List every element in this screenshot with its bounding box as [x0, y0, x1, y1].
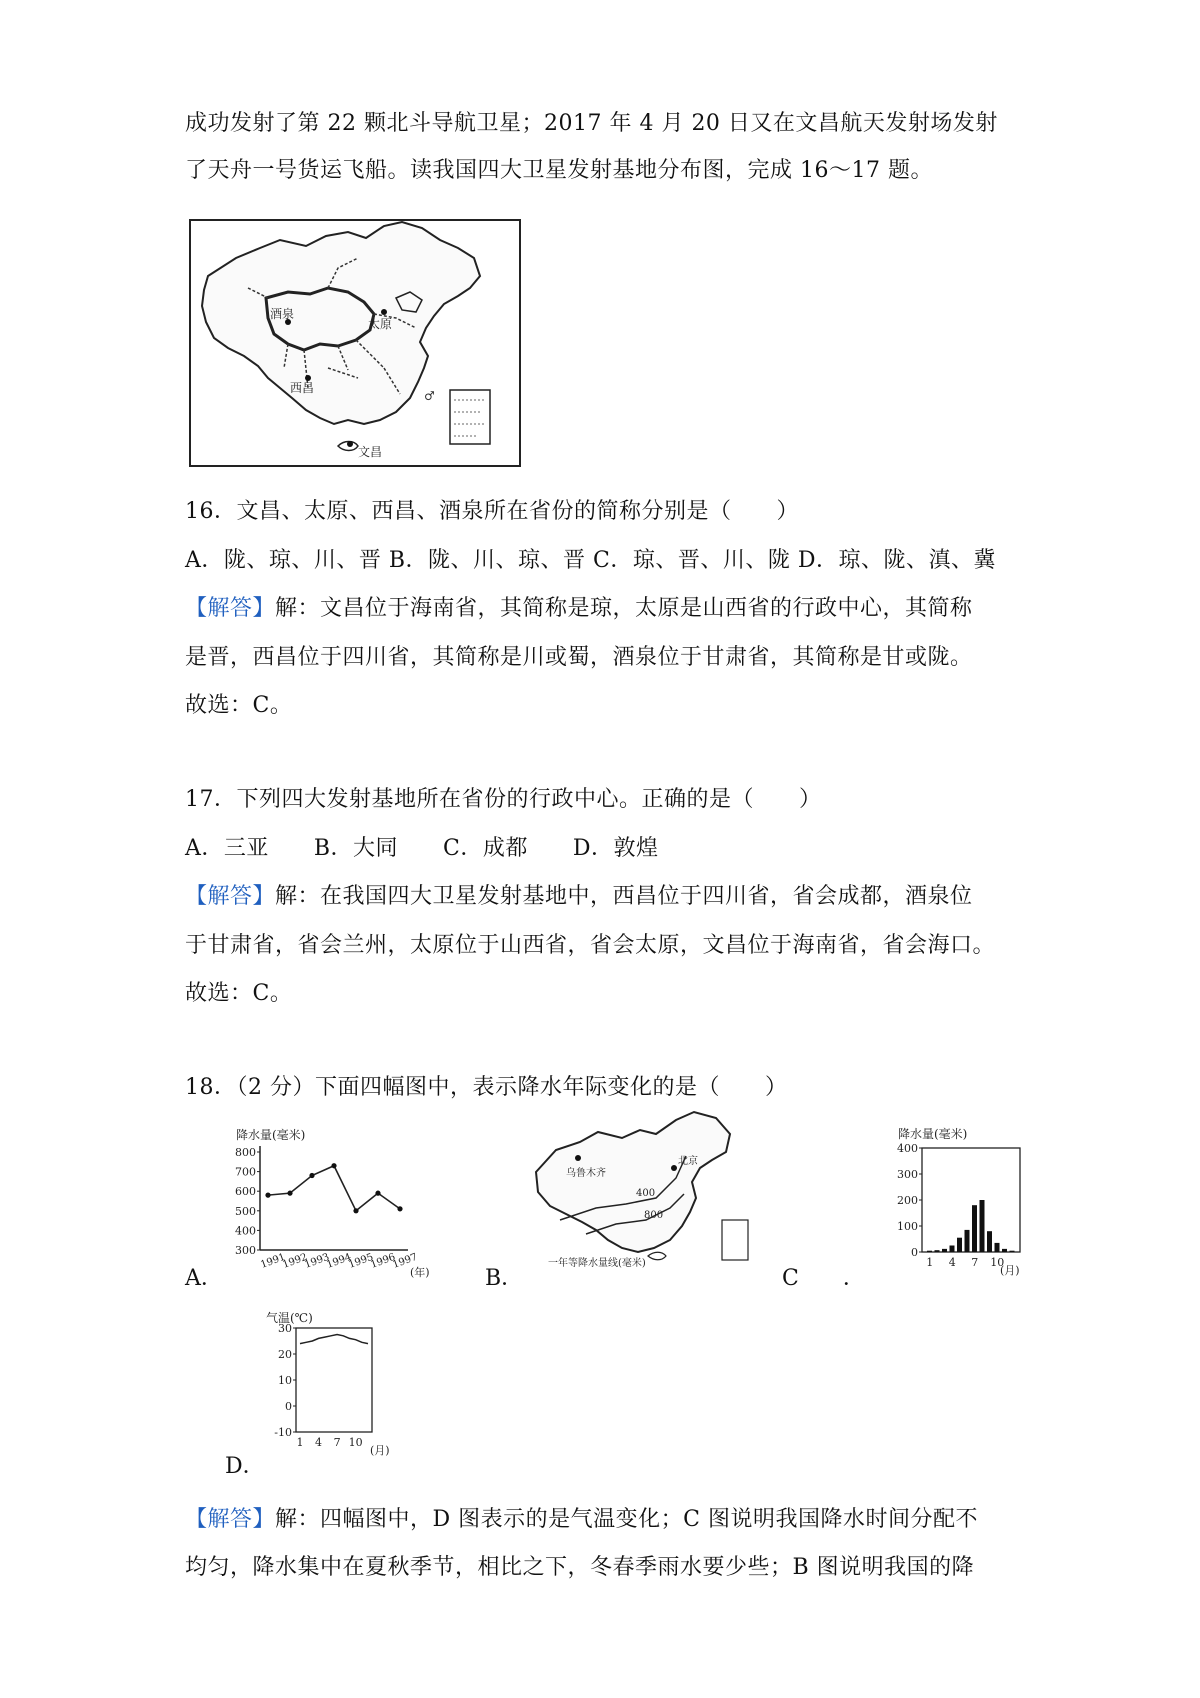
chart-d-frame — [296, 1328, 372, 1432]
chart-a-annual-precipitation — [222, 1122, 432, 1280]
chart-c-y-tick-label: 0 — [911, 1246, 918, 1259]
chart-c-bar — [1002, 1249, 1007, 1252]
q18-answer-line-2: 均匀，降水集中在夏秋季节，相比之下，冬春季雨水要少些；B 图说明我国的降 — [185, 1555, 975, 1580]
chart-c-y-tick-label: 200 — [897, 1194, 918, 1207]
q16-answer-line-2: 是晋，西昌位于四川省，其简称是川或蜀，酒泉位于甘肃省，其简称是甘或陇。 — [185, 645, 973, 670]
chart-a-point — [265, 1193, 270, 1198]
q16-stem: 16．文昌、太原、西昌、酒泉所在省份的简称分别是（ ） — [185, 499, 799, 524]
map-b-label-800: 800 — [644, 1210, 664, 1221]
chart-c-bar — [957, 1238, 962, 1252]
q18-option-b-label: B． — [485, 1266, 524, 1291]
chart-c-bar — [987, 1231, 992, 1252]
map1-label-wenchang: 文昌 — [358, 445, 383, 459]
chart-c-x-tick-label: 4 — [948, 1256, 956, 1269]
chart-c-ylabel: 降水量(毫米) — [898, 1127, 968, 1141]
answer-text: 解：在我国四大卫星发射基地中，西昌位于四川省，省会成都，酒泉位 — [275, 884, 973, 909]
answer-tag: 【解答】 — [185, 1507, 276, 1532]
chart-c-x-tick-label: 10 — [990, 1256, 1005, 1269]
map-b-label-urumqi: 乌鲁木齐 — [566, 1168, 606, 1179]
chart-c-y-tick-label: 300 — [897, 1168, 918, 1181]
chart-c-bar — [972, 1205, 977, 1252]
chart-c-monthly-precipitation — [888, 1124, 1028, 1280]
q18-option-c-label: C ． — [782, 1266, 865, 1291]
chart-a-y-tick-label: 600 — [235, 1185, 256, 1199]
chart-a-y-tick-label: 300 — [235, 1244, 256, 1257]
chart-a-xlabel: (年) — [410, 1266, 430, 1279]
chart-a-ylabel: 降水量(毫米) — [236, 1128, 306, 1142]
chart-d-y-tick-label: -10 — [274, 1426, 292, 1439]
chart-a-x-tick-label: 1991 — [259, 1251, 287, 1271]
chart-a-point — [331, 1163, 336, 1168]
chart-d-x-tick-label: 1 — [296, 1436, 304, 1449]
chart-c-bar — [935, 1250, 940, 1252]
chart-c-frame — [922, 1148, 1020, 1252]
map1-label-taiyuan: 太原 — [368, 317, 393, 331]
chart-c-bar — [965, 1230, 970, 1252]
chart-a-point — [309, 1173, 314, 1178]
chart-d-ylabel: 气温(℃) — [266, 1311, 313, 1325]
chart-d-y-tick-label: 20 — [278, 1348, 292, 1361]
chart-d-y-tick-label: 0 — [285, 1400, 292, 1413]
chart-c-bar — [980, 1200, 985, 1252]
q17-options: A．三亚 B．大同 C．成都 D．敦煌 — [185, 836, 659, 861]
chart-a-y-tick-label: 500 — [235, 1204, 256, 1218]
chart-a-point — [397, 1206, 402, 1211]
answer-tag: 【解答】 — [185, 596, 276, 621]
q18-stem: 18．（2 分）下面四幅图中，表示降水年际变化的是（ ） — [185, 1075, 788, 1100]
chart-c-y-tick-label: 400 — [897, 1142, 918, 1155]
chart-d-monthly-temperature — [262, 1308, 402, 1460]
chart-c-bar — [942, 1249, 947, 1252]
q17-answer-line-1 — [185, 882, 973, 912]
chart-d-x-tick-label: 4 — [315, 1436, 323, 1449]
chart-a-y-tick-label: 800 — [235, 1146, 256, 1159]
intro-line-1: 成功发射了第 22 颗北斗导航卫星；2017 年 4 月 20 日又在文昌航天发射场发射 — [185, 111, 998, 136]
chart-a-x-tick-label: 1995 — [347, 1251, 375, 1271]
chart-d-xlabel: (月) — [370, 1444, 390, 1457]
chart-d-y-tick-label: 10 — [278, 1374, 292, 1387]
chart-a-y-tick-label: 400 — [235, 1224, 256, 1238]
chart-c-bar — [950, 1246, 955, 1253]
map-b-isohyet-map — [526, 1108, 766, 1276]
map-b-legend: 一年等降水量线(毫米) — [548, 1258, 646, 1269]
chart-a-series-line — [268, 1166, 400, 1211]
map-b-label-400: 400 — [636, 1188, 656, 1199]
q17-answer-line-2: 于甘肃省，省会兰州，太原位于山西省，省会太原，文昌位于海南省，省会海口。 — [185, 933, 996, 958]
chart-a-point — [353, 1208, 358, 1213]
q18-option-a-label: A． — [185, 1266, 223, 1291]
map-b-label-beijing: 北京 — [678, 1156, 698, 1167]
chart-a-x-tick-label: 1993 — [303, 1251, 331, 1271]
chart-c-bar — [1010, 1251, 1015, 1252]
q18-answer-line-1 — [185, 1505, 978, 1535]
launch-base-map — [188, 218, 524, 470]
chart-c-y-tick-label: 100 — [897, 1220, 918, 1233]
chart-a-x-tick-label: 1996 — [369, 1251, 397, 1271]
map1-label-xichang: 西昌 — [290, 381, 315, 395]
chart-a-point — [287, 1191, 292, 1196]
q18-option-d-label: D． — [225, 1454, 265, 1479]
chart-d-x-tick-label: 7 — [333, 1436, 341, 1449]
chart-c-x-tick-label: 1 — [926, 1256, 934, 1269]
map1-label-jiuquan: 酒泉 — [270, 307, 295, 321]
chart-a-y-tick-label: 700 — [235, 1165, 256, 1179]
chart-c-bar — [927, 1251, 932, 1252]
chart-d-y-tick-label: 30 — [278, 1322, 292, 1335]
chart-d-series-line — [300, 1335, 368, 1344]
chart-c-bar — [995, 1243, 1000, 1252]
chart-c-x-tick-label: 7 — [971, 1256, 979, 1269]
intro-line-2: 了天舟一号货运飞船。读我国四大卫星发射基地分布图，完成 16～17 题。 — [185, 158, 933, 183]
chart-a-point — [375, 1191, 380, 1196]
q17-stem: 17．下列四大发射基地所在省份的行政中心。正确的是（ ） — [185, 787, 822, 812]
answer-text: 解：四幅图中，D 图表示的是气温变化；C 图说明我国降水时间分配不 — [275, 1507, 978, 1532]
answer-text: 解：文昌位于海南省，其简称是琼，太原是山西省的行政中心，其简称 — [275, 596, 973, 621]
chart-d-x-tick-label: 10 — [348, 1436, 363, 1449]
q16-answer-line-1 — [185, 594, 973, 624]
chart-a-x-tick-label: 1994 — [325, 1251, 353, 1271]
q17-answer-line-3: 故选：C。 — [185, 981, 293, 1006]
chart-a-x-tick-label: 1992 — [281, 1251, 309, 1271]
answer-tag: 【解答】 — [185, 884, 276, 909]
q16-options: A．陇、琼、川、晋 B．陇、川、琼、晋 C．琼、晋、川、陇 D．琼、陇、滇、冀 — [185, 548, 997, 573]
svg-text:♂: ♂ — [424, 389, 435, 403]
chart-c-xlabel: (月) — [1000, 1264, 1020, 1277]
chart-a-x-tick-label: 1997 — [391, 1251, 419, 1271]
q16-answer-line-3: 故选：C。 — [185, 693, 293, 718]
